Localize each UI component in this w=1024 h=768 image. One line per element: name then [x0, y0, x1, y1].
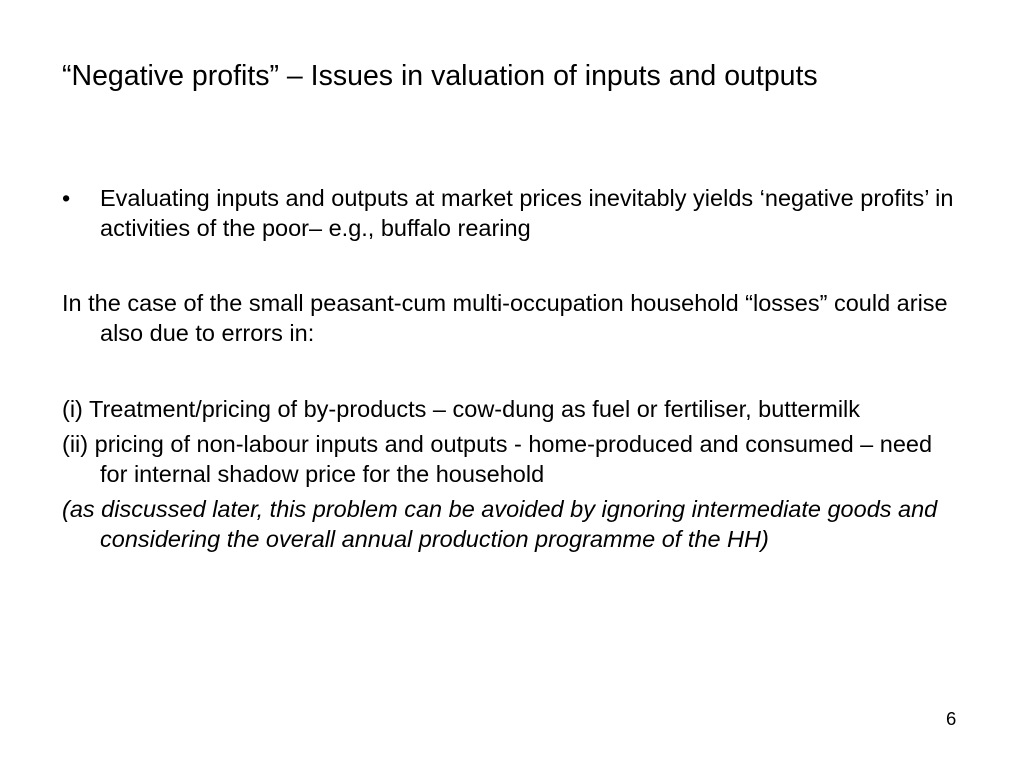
slide-title: “Negative profits” – Issues in valuation of inputs and outputs: [62, 60, 818, 92]
page-number: 6: [946, 708, 957, 729]
slide-body: [62, 183, 962, 554]
note-paragraph: (as discussed later, this problem can be avoided by ignoring intermediate goods and considering the overall annual production programme of the HH): [62, 496, 938, 552]
error-item-2: (ii) pricing of non-labour inputs and outputs - home-produced and consumed – need for internal shadow price for the household: [62, 431, 933, 487]
bullet-item: [62, 183, 962, 243]
bullet-marker: •: [62, 185, 71, 211]
bullet-text: Evaluating inputs and outputs at market prices inevitably yields ‘negative profits’ in activities of the poor– e.g., buffalo rearing: [100, 185, 954, 241]
error-item-1: (i) Treatment/pricing of by-products – cow-dung as fuel or fertiliser, buttermilk: [62, 396, 861, 422]
intro-paragraph: In the case of the small peasant-cum multi-occupation household “losses” could arise also due to errors in:: [62, 290, 948, 346]
